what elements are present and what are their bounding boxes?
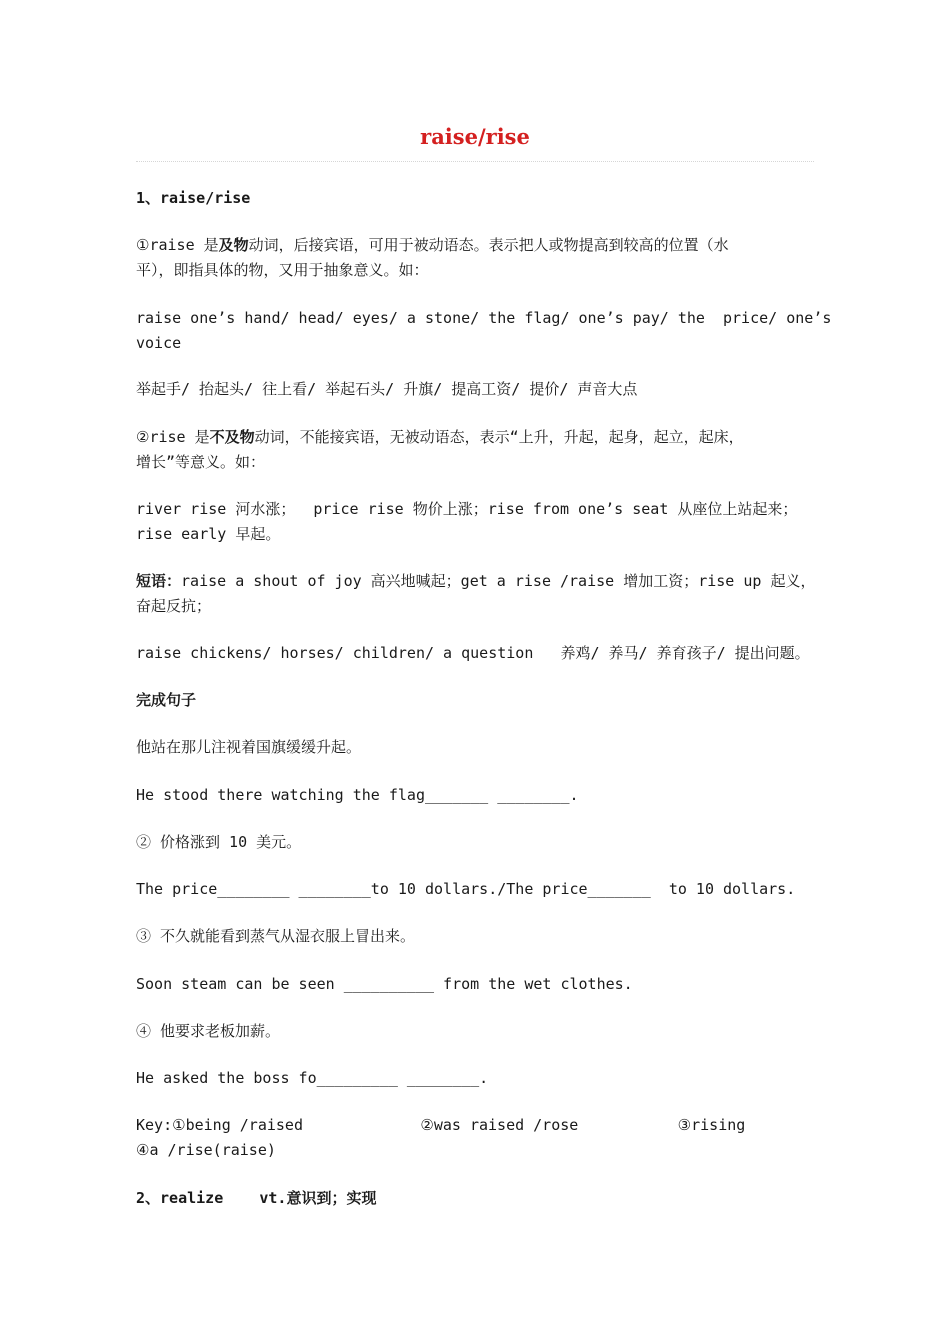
paragraph-rise-line1: [136, 425, 816, 450]
paragraph-rise-lead: ②rise 是: [136, 428, 210, 446]
title-divider: [136, 161, 814, 162]
question-3-chinese: ③ 不久就能看到蒸气从湿衣服上冒出来。: [136, 927, 416, 945]
section-heading-1: 1、raise/rise: [136, 189, 251, 207]
phrases-line2: 奋起反抗；: [136, 597, 212, 615]
question-3-english: Soon steam can be seen __________ from the wet clothes.: [136, 975, 633, 993]
example-raise-line2: voice: [136, 334, 182, 352]
example-raise-children: raise chickens/ horses/ children/ a question 养鸡/ 养马/ 养育孩子/ 提出问题。: [136, 644, 810, 662]
section-heading-2: 2、realize vt.意识到；实现: [136, 1189, 377, 1207]
question-2-english: The price________ ________to 10 dollars./The price_______ to 10 dollars.: [136, 880, 796, 898]
exercise-heading: 完成句子: [136, 691, 197, 709]
phrases-line1: [136, 569, 816, 594]
example-raise-chinese: 举起手/ 抬起头/ 往上看/ 举起石头/ 升旗/ 提高工资/ 提价/ 声音大点: [136, 380, 638, 398]
paragraph-raise-rest: 动词，后接宾语，可用于被动语态。表示把人或物提高到较高的位置（水: [248, 236, 729, 254]
paragraph-raise-bold: 及物: [218, 236, 249, 254]
question-1-english: He stood there watching the flag_______ ________.: [136, 786, 579, 804]
paragraph-rise-rest: 动词，不能接宾语，无被动语态，表示“上升，升起，起身，起立，起床，: [254, 428, 744, 446]
page-title: raise/rise: [420, 124, 530, 149]
phrases-text: raise a shout of joy 高兴地喊起；get a rise /raise 增加工资；rise up 起义，: [181, 572, 816, 590]
example-rise-line1: river rise 河水涨； price rise 物价上涨；rise from one’s seat 从座位上站起来；: [136, 500, 798, 518]
example-raise-line1: raise one’s hand/ head/ eyes/ a stone/ the flag/ one’s pay/ the price/ one’s: [136, 309, 832, 327]
question-4-chinese: ④ 他要求老板加薪。: [136, 1022, 281, 1040]
paragraph-rise-bold: 不及物: [209, 428, 255, 446]
paragraph-raise-lead: ①raise 是: [136, 236, 219, 254]
answer-key-line1: Key:①being /raised ②was raised /rose ③rising: [136, 1116, 746, 1134]
paragraph-rise-line2: 增长”等意义。如：: [136, 453, 266, 471]
paragraph-raise-line2: 平），即指具体的物，又用于抽象意义。如：: [136, 261, 429, 279]
answer-key-line2: ④a /rise(raise): [136, 1141, 276, 1159]
example-rise-line2: rise early 早起。: [136, 525, 281, 543]
question-2-chinese: ② 价格涨到 10 美元。: [136, 833, 302, 851]
phrases-label: 短语：: [136, 572, 182, 590]
question-4-english: He asked the boss fo_________ ________.: [136, 1069, 489, 1087]
question-1-chinese: 他站在那儿注视着国旗缓缓升起。: [136, 738, 362, 756]
paragraph-raise-line1: [136, 233, 816, 258]
